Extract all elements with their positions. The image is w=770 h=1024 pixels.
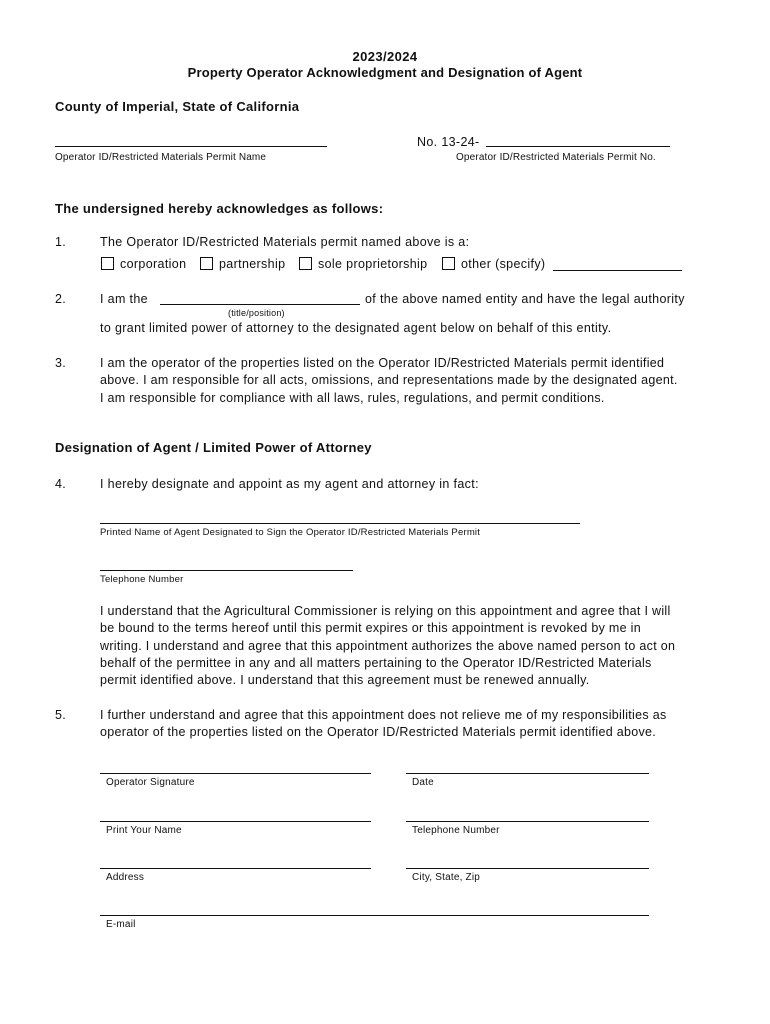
item3-text: [100, 355, 678, 407]
print-name-field[interactable]: [100, 821, 371, 822]
permit-name-field[interactable]: [55, 146, 327, 147]
item3-number: 3.: [55, 356, 67, 370]
item3-line: I am the operator of the properties listed on the Operator ID/Restricted Materials permit identified: [100, 356, 665, 370]
permit-number-caption: Operator ID/Restricted Materials Permit No.: [456, 152, 656, 163]
item3-line: above. I am responsible for all acts, omissions, and representations made by the designated agent.: [100, 373, 678, 388]
agent-name-caption: Printed Name of Agent Designated to Sign the Operator ID/Restricted Materials Permit: [100, 527, 481, 538]
item5-number: 5.: [55, 708, 67, 722]
email-field[interactable]: [100, 915, 649, 916]
date-field[interactable]: [406, 773, 649, 774]
item2-prefix: I am the: [100, 292, 148, 306]
city-state-zip-caption: City, State, Zip: [412, 872, 481, 883]
sole-proprietorship-label: sole proprietorship: [318, 257, 428, 271]
permit-number-prefix: No. 13-24-: [417, 135, 480, 149]
item4-number: 4.: [55, 477, 67, 491]
item5-line: operator of the properties listed on the Operator ID/Restricted Materials permit identified above.: [100, 725, 657, 740]
item4-paragraph: [100, 603, 675, 689]
address-field[interactable]: [100, 868, 371, 869]
partnership-checkbox[interactable]: [200, 257, 213, 270]
item2-suffix: of the above named entity and have the legal authority: [365, 292, 685, 306]
title-position-caption: (title/position): [228, 308, 285, 318]
item4-paragraph-line: I understand that the Agricultural Commissioner is relying on this appointment and agree that I will: [100, 604, 671, 618]
item2-line2: to grant limited power of attorney to the designated agent below on behalf of this entity.: [100, 321, 612, 335]
item5-line: I further understand and agree that this appointment does not relieve me of my responsibilities as: [100, 708, 667, 722]
permit-name-caption: Operator ID/Restricted Materials Permit Name: [55, 152, 267, 163]
partnership-label: partnership: [219, 257, 286, 271]
telephone-field[interactable]: [406, 821, 649, 822]
other-specify-field[interactable]: [553, 270, 682, 271]
agent-telephone-field[interactable]: [100, 570, 353, 571]
item4-paragraph-line: writing. I understand and agree that this appointment authorizes the above named person to act on: [100, 638, 676, 653]
title-position-field[interactable]: [160, 304, 360, 305]
city-state-zip-field[interactable]: [406, 868, 649, 869]
operator-signature-field[interactable]: [100, 773, 371, 774]
date-caption: Date: [412, 777, 434, 788]
designation-heading: Designation of Agent / Limited Power of Attorney: [55, 440, 372, 455]
item4-paragraph-line: behalf of the permittee in any and all matters pertaining to the Operator ID/Restricted Materials: [100, 655, 652, 670]
print-name-caption: Print Your Name: [106, 825, 182, 836]
form-title: Property Operator Acknowledgment and Designation of Agent: [187, 65, 583, 80]
telephone-caption: Telephone Number: [412, 825, 500, 836]
agent-telephone-caption: Telephone Number: [100, 574, 184, 585]
sole-proprietorship-checkbox[interactable]: [299, 257, 312, 270]
item5-text: [100, 707, 667, 742]
other-checkbox[interactable]: [442, 257, 455, 270]
item3-line: I am responsible for compliance with all laws, rules, regulations, and permit conditions.: [100, 390, 605, 405]
item4-paragraph-line: permit identified above. I understand that this agreement must be renewed annually.: [100, 673, 590, 688]
item1-text: The Operator ID/Restricted Materials permit named above is a:: [100, 235, 470, 249]
permit-number-field[interactable]: [486, 146, 670, 147]
item4-text: I hereby designate and appoint as my agent and attorney in fact:: [100, 477, 479, 491]
item4-paragraph-line: be bound to the terms hereof until this permit expires or this appointment is revoked by me in: [100, 621, 641, 636]
form-year: 2023/2024: [352, 49, 418, 64]
county-heading: County of Imperial, State of California: [55, 99, 300, 114]
email-caption: E-mail: [106, 919, 136, 930]
acknowledge-heading: The undersigned hereby acknowledges as follows:: [55, 201, 384, 216]
corporation-label: corporation: [120, 257, 187, 271]
other-label: other (specify): [461, 257, 546, 271]
item1-number: 1.: [55, 235, 67, 249]
operator-signature-caption: Operator Signature: [106, 777, 195, 788]
agent-name-field[interactable]: [100, 523, 580, 524]
item2-number: 2.: [55, 292, 67, 306]
corporation-checkbox[interactable]: [101, 257, 114, 270]
address-caption: Address: [106, 872, 145, 883]
